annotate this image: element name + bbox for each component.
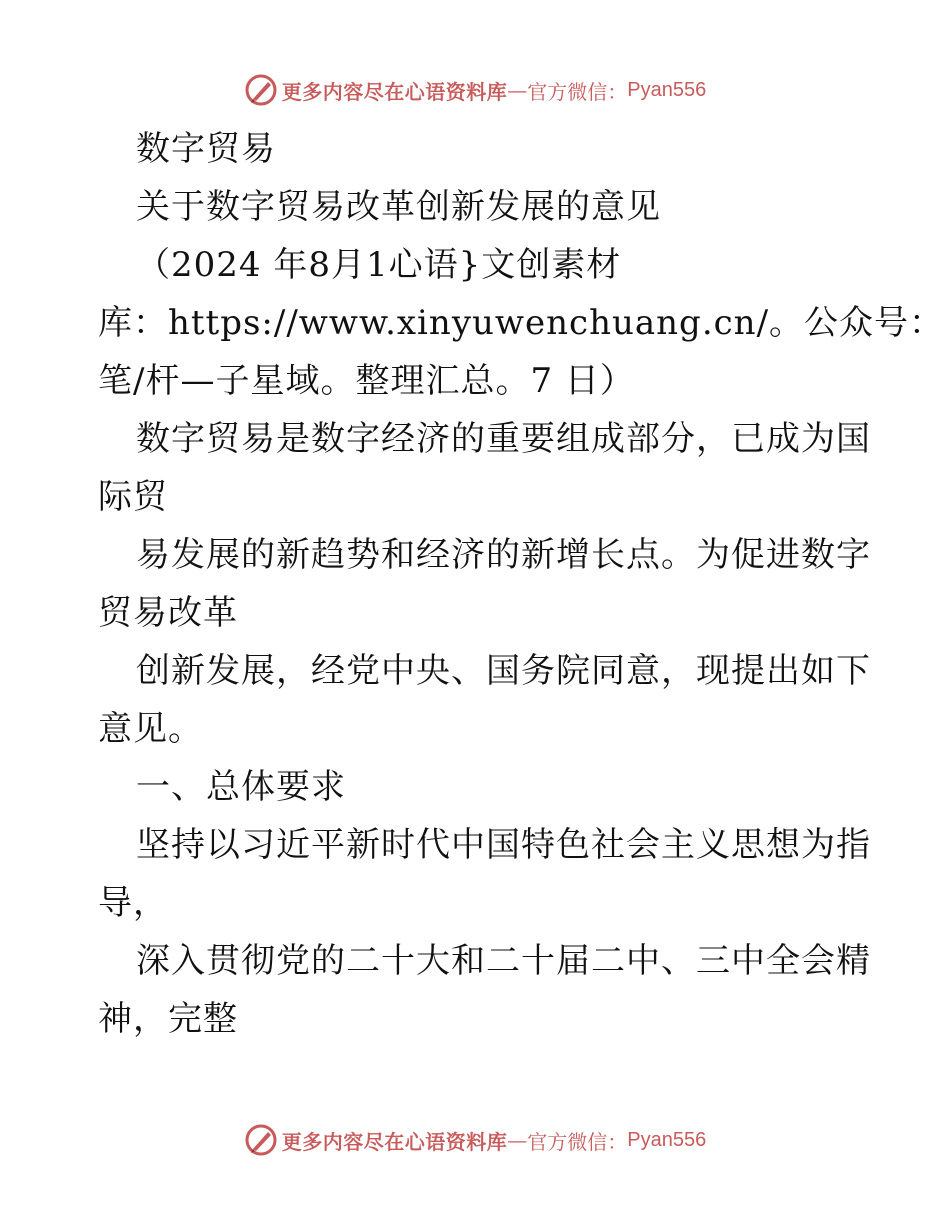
pen-logo-icon: [244, 1123, 278, 1157]
text-line: 关于数字贸易改革创新发展的意见: [136, 187, 661, 227]
text-line: 贸易改革: [98, 593, 238, 633]
text-line: （2024 年8月1心语}文创素材: [136, 245, 622, 285]
text-line: 笔/杆—子星域。整理汇总。7 日）: [98, 361, 635, 401]
document-body: [98, 120, 945, 1048]
text-line: 深入贯彻党的二十大和二十届二中、三中全会精: [136, 941, 871, 981]
footer-watermark: [0, 1120, 950, 1160]
text-line: 易发展的新趋势和经济的新增长点。为促进数字: [136, 535, 871, 575]
watermark-separator: —: [507, 78, 528, 102]
text-line: 坚持以习近平新时代中国特色社会主义思想为指: [136, 825, 871, 865]
text-line: 际贸: [98, 477, 168, 517]
watermark-text: 更多内容尽在心语资料库: [281, 1129, 508, 1154]
text-line: 意见。: [98, 709, 203, 749]
watermark-label: 官方微信：: [527, 1129, 628, 1154]
pen-logo-icon: [244, 73, 278, 107]
watermark-handle: Pyan556: [627, 78, 707, 101]
watermark-handle: Pyan556: [627, 1128, 707, 1151]
text-line: 创新发展，经党中央、国务院同意，现提出如下: [136, 651, 871, 691]
text-line: 导，: [98, 883, 168, 923]
watermark-separator: —: [507, 1128, 528, 1152]
watermark-text: 更多内容尽在心语资料库: [281, 79, 508, 104]
text-line: 神，完整: [98, 999, 238, 1039]
text-line: 库：https://www.xinyuwenchuang.cn/。公众号：: [98, 303, 945, 343]
text-line: 数字贸易是数字经济的重要组成部分，已成为国: [136, 419, 871, 459]
header-watermark: [0, 70, 950, 110]
watermark-label: 官方微信：: [527, 79, 628, 104]
text-line: 一、总体要求: [136, 767, 346, 807]
text-line: 数字贸易: [136, 129, 276, 169]
